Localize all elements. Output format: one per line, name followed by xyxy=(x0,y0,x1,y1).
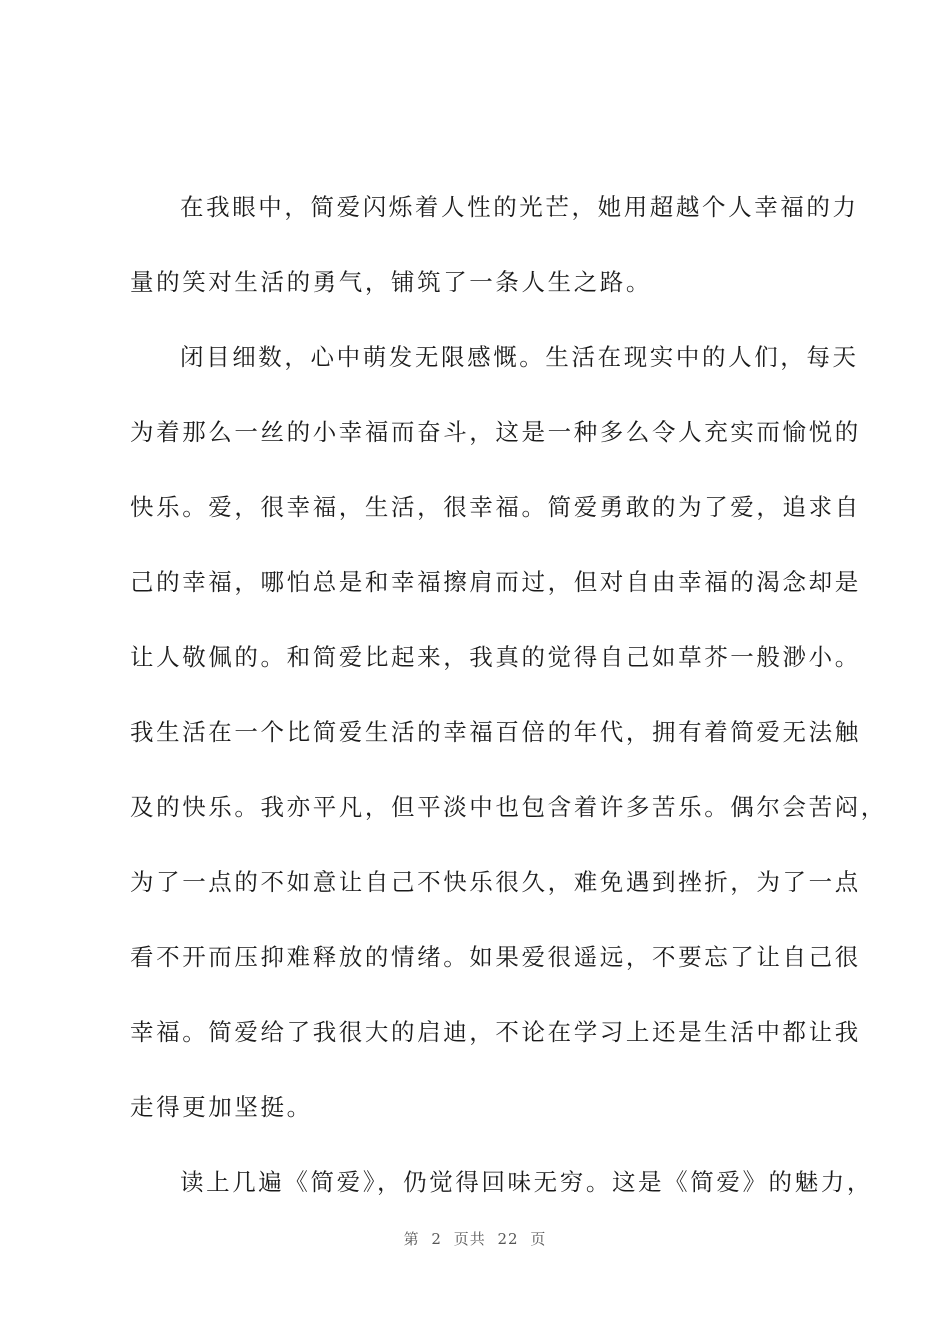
text-line: 己的幸福，哪怕总是和幸福擦肩而过，但对自由幸福的渴念却是 xyxy=(130,568,861,596)
text-line: 让人敬佩的。和简爱比起来，我真的觉得自己如草芥一般渺小。 xyxy=(130,643,861,671)
text-line: 我生活在一个比简爱生活的幸福百倍的年代，拥有着简爱无法触 xyxy=(130,718,861,746)
text-line: 读上几遍《简爱》，仍觉得回味无穷。这是《简爱》的魅力， xyxy=(180,1168,873,1196)
paragraph xyxy=(130,1145,873,1220)
text-line: 快乐。爱，很幸福，生活，很幸福。简爱勇敢的为了爱，追求自 xyxy=(130,493,861,521)
text-line: 及的快乐。我亦平凡，但平淡中也包含着许多苦乐。偶尔会苦闷， xyxy=(130,793,887,821)
text-line: 量的笑对生活的勇气，铺筑了一条人生之路。 xyxy=(130,268,652,296)
page-footer: 第 2 页共 22 页 xyxy=(403,1230,547,1248)
text-line: 走得更加坚挺。 xyxy=(130,1093,313,1121)
text-line: 为着那么一丝的小幸福而奋斗，这是一种多么令人充实而愉悦的 xyxy=(130,418,861,446)
paragraph xyxy=(130,170,859,320)
text-line: 闭目细数，心中萌发无限感慨。生活在现实中的人们，每天 xyxy=(180,343,859,371)
text-line: 看不开而压抑难释放的情绪。如果爱很遥远，不要忘了让自己很 xyxy=(130,943,861,971)
text-line: 幸福。简爱给了我很大的启迪，不论在学习上还是生活中都让我 xyxy=(130,1018,861,1046)
body-text xyxy=(130,170,887,1220)
paragraph xyxy=(130,320,887,1145)
text-line: 为了一点的不如意让自己不快乐很久，难免遇到挫折，为了一点 xyxy=(130,868,861,896)
text-line: 在我眼中，简爱闪烁着人性的光芒，她用超越个人幸福的力 xyxy=(180,193,859,221)
